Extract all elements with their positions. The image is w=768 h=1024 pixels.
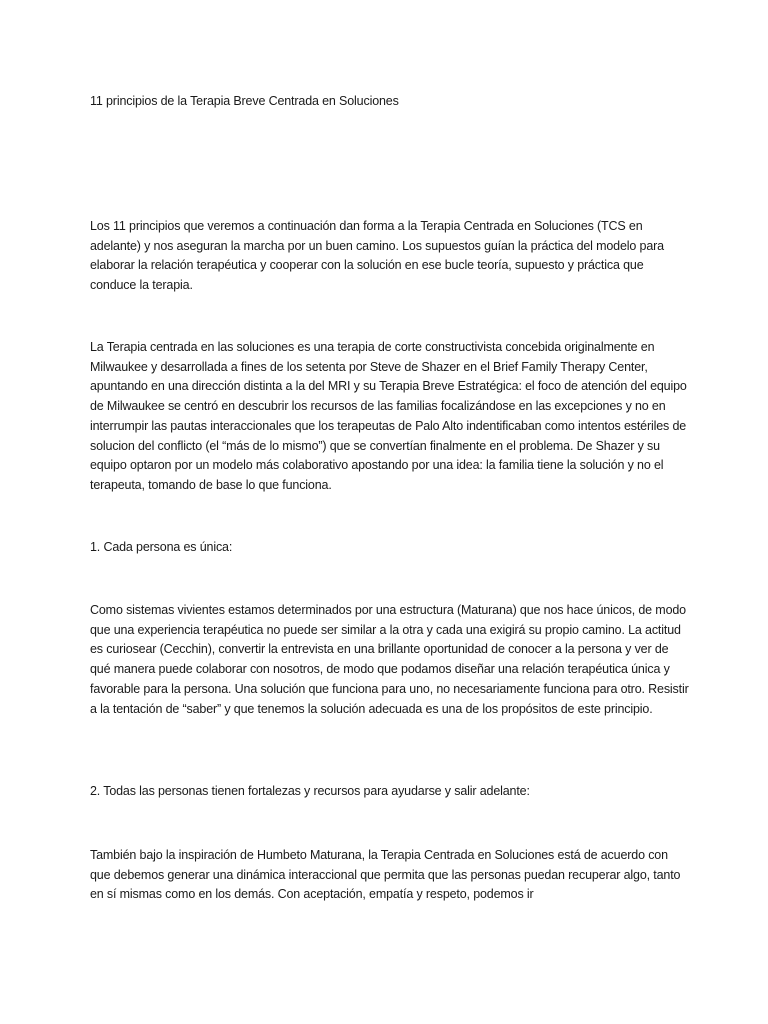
section-body-2: También bajo la inspiración de Humbeto Maturana, la Terapia Centrada en Soluciones está de acuerdo con que debemos generar una dinámica interaccional que permita que las personas puedan recuperar algo, tanto en sí mismas como en los demás. Con aceptación, empatía y respeto, podemos ir — [90, 848, 681, 902]
section-body-1: Como sistemas vivientes estamos determinados por una estructura (Maturana) que nos hace únicos, de modo que una experiencia terapéutica no puede ser similar a la otra y cada una exigirá su propio camino. La actitud es curiosear (Cecchin), convertir la entrevista en una brillante oportunidad de conocer a la persona y ver de qué manera puede colaborar con nosotros, de modo que podamos diseñar una relación terapéutica única y favorable para la persona. Una solución que funciona para uno, no necesariamente funciona para otro. Resistir a la tentación de “saber” y que tenemos la solución adecuada es una de los propósitos de este principio. — [90, 603, 689, 716]
section-heading-2: 2. Todas las personas tienen fortalezas y recursos para ayudarse y salir adelante: — [90, 784, 530, 798]
document-title: 11 principios de la Terapia Breve Centrada en Soluciones — [90, 94, 399, 108]
section-heading-1: 1. Cada persona es única: — [90, 540, 233, 554]
intro-paragraph: Los 11 principios que veremos a continuación dan forma a la Terapia Centrada en Soluciones (TCS en adelante) y nos aseguran la marcha por un buen camino. Los supuestos guían la práctica del modelo para elaborar la relación terapéutica y cooperar con la solución en ese bucle teoría, supuesto y práctica que conduce la terapia. — [90, 219, 664, 293]
background-paragraph: La Terapia centrada en las soluciones es una terapia de corte constructivista concebida originalmente en Milwaukee y desarrollada a fines de los setenta por Steve de Shazer en el Brief Family Therapy Center, apuntando en una dirección distinta a la del MRI y su Terapia Breve Estratégica: el foco de atención del equipo de Milwaukee se centró en descubrir los recursos de las familias focalizándose en las excepciones y no en interrumpir las pautas interaccionales que los terapeutas de Palo Alto indentificaban como intentos estériles de solucion del conflicto (el “más de lo mismo”) que se convertían finalmente en el problema. De Shazer y su equipo optaron por un modelo más colaborativo apostando por una idea: la familia tiene la solución y no el terapeuta, tomando de base lo que funciona. — [90, 340, 687, 492]
